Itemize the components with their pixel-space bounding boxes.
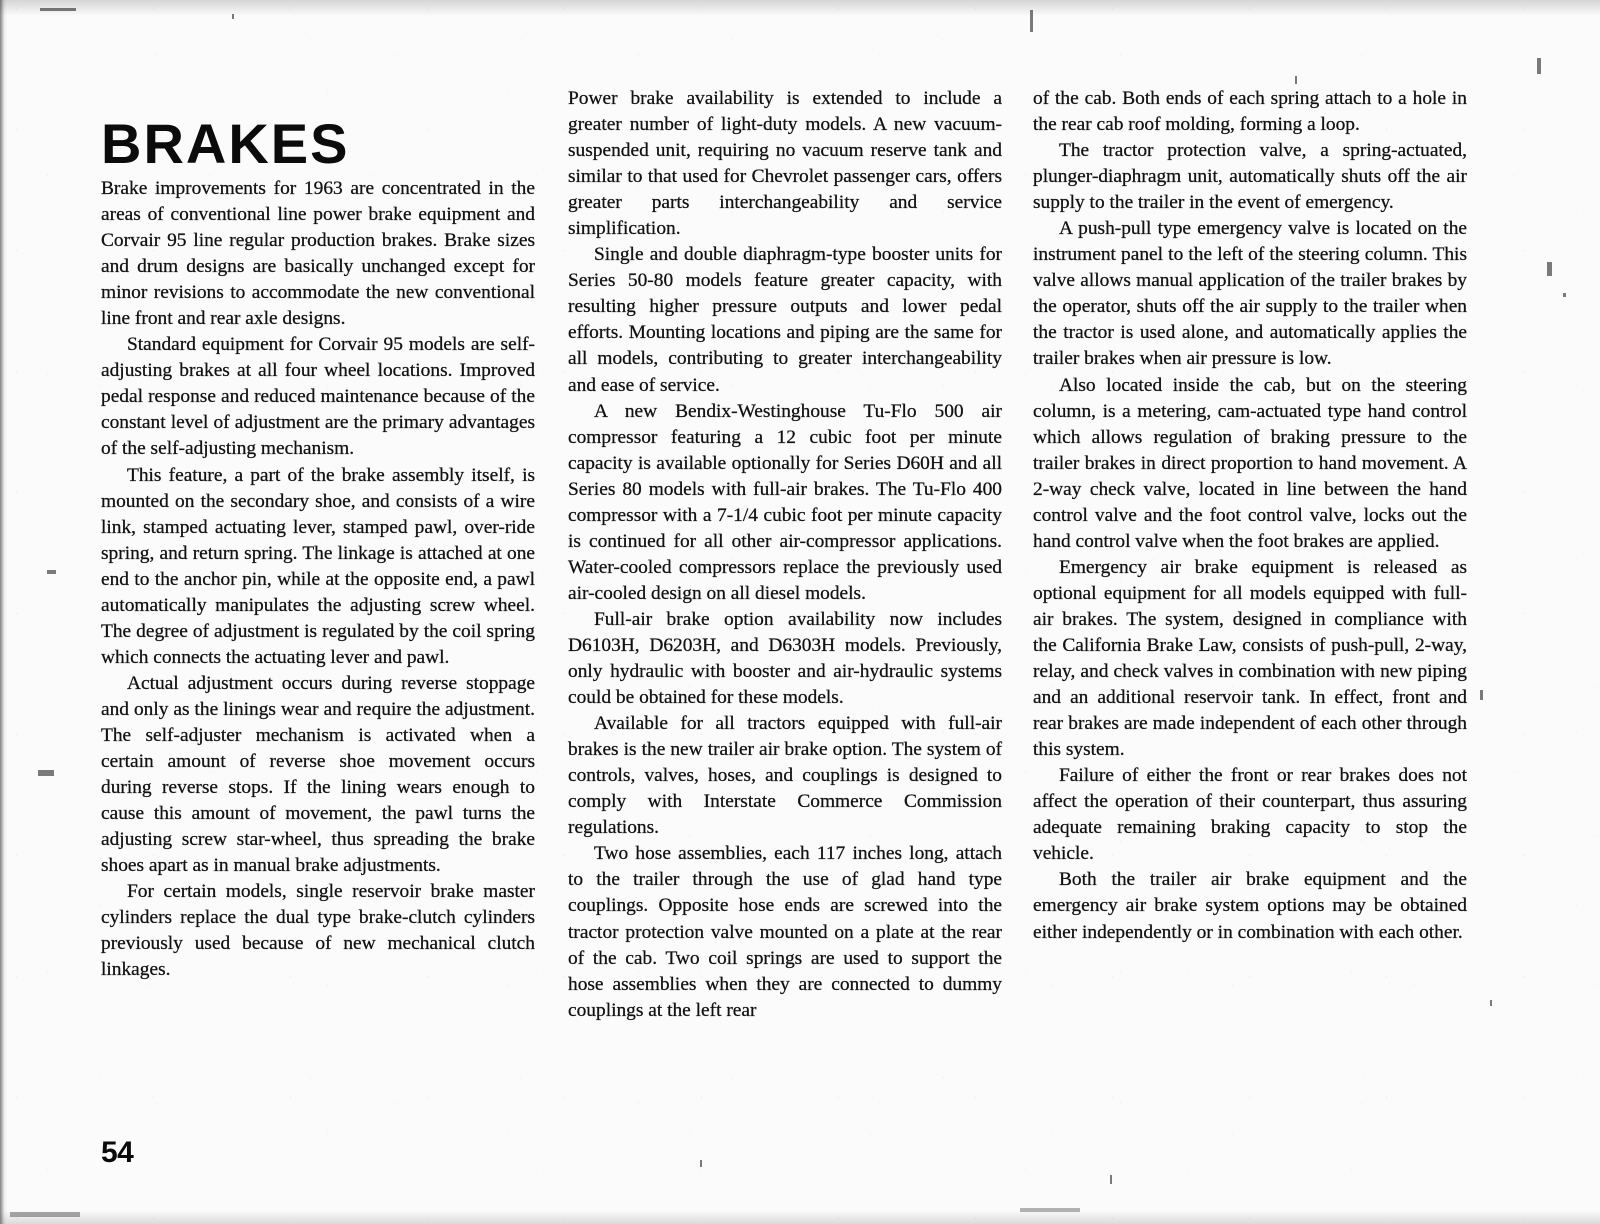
- paragraph: This feature, a part of the brake assembly itself, is mounted on the secondary shoe, and consists of a wire link, stamped actuating lever, stamped pawl, over-ride spring, and return spring. The linkage is attached at one end to the anchor pin, while at the opposite end, a pawl automatically manipulates the adjusting screw wheel. The degree of adjustment is regulated by the coil spring which connects the actuating lever and pawl.: [101, 464, 535, 668]
- text-column-2: [568, 86, 1002, 1024]
- paragraph: Two hose assemblies, each 117 inches long, attach to the trailer through the use of glad hand type couplings. Opposite hose ends are screwed into the tractor protection valve mounted on a plate at the rear of the cab. Two coil springs are used to support the hose assemblies when they are connected to dummy couplings at the left rear: [568, 843, 1002, 1021]
- scan-speck: [38, 770, 54, 776]
- scan-speck: [1030, 10, 1033, 32]
- paragraph: Both the trailer air brake equipment and the emergency air brake system options may be obtained either independently or in combination with each other.: [1033, 869, 1467, 943]
- scan-speck: [1563, 293, 1566, 297]
- paragraph: A push-pull type emergency valve is located on the instrument panel to the left of the steering column. This valve allows manual application of the trailer brakes by the operator, shuts off the air supply to the trailer when the tractor is used alone, and automatically applies the trailer brakes when air pressure is low.: [1033, 218, 1467, 370]
- scan-speck: [40, 8, 76, 11]
- paragraph: Full-air brake option availability now includes D6103H, D6203H, and D6303H models. Previously, only hydraulic with booster and air-hydraulic systems could be obtained for these models.: [568, 608, 1002, 709]
- scan-edge-bottom: [0, 1210, 1600, 1224]
- scan-speck: [1547, 262, 1552, 276]
- paragraph: The tractor protection valve, a spring-actuated, plunger-diaphragm unit, automatically shuts off the air supply to the trailer in the event of emergency.: [1033, 140, 1467, 214]
- scan-speck: [1020, 1208, 1080, 1212]
- paragraph: Emergency air brake equipment is released as optional equipment for all models equipped with full-air brakes. The system, designed in compliance with the California Brake Law, consists of push-pull, 2-way, relay, and check valves in combination with new piping and an additional reservoir tank. In effect, front and rear brakes are made independent of each other through this system.: [1033, 556, 1467, 761]
- page-title: BRAKES: [101, 111, 350, 175]
- paragraph: For certain models, single reservoir brake master cylinders replace the dual type brake-clutch cylinders previously used because of new mechanical clutch linkages.: [101, 881, 535, 981]
- scan-edge-left: [0, 0, 7, 1224]
- scan-speck: [47, 570, 56, 574]
- scan-speck: [1537, 58, 1541, 74]
- scan-speck: [10, 1212, 80, 1217]
- page-number: 54: [101, 1136, 134, 1169]
- scan-speck: [700, 1160, 702, 1167]
- scan-edge-top: [0, 0, 1600, 16]
- scan-speck: [1110, 1175, 1112, 1184]
- paragraph: Failure of either the front or rear brakes does not affect the operation of their counterpart, thus assuring adequate remaining braking capacity to stop the vehicle.: [1033, 765, 1467, 865]
- paragraph: Brake improvements for 1963 are concentrated in the areas of conventional line power brake equipment and Corvair 95 line regular production brakes. Brake sizes and drum designs are basically unchanged except for minor revisions to accommodate the new conventional line front and rear axle designs.: [101, 178, 535, 330]
- paragraph: A new Bendix-Westinghouse Tu-Flo 500 air compressor featuring a 12 cubic foot per minute capacity is available optionally for Series D60H and all Series 80 models with full-air brakes. The Tu-Flo 400 compressor with a 7-1/4 cubic foot per minute capacity is continued for all other air-compressor applications. Water-cooled compressors replace the previously used air-cooled design on all diesel models.: [568, 400, 1002, 604]
- paragraph: Also located inside the cab, but on the steering column, is a metering, cam-actuated type hand control which allows regulation of braking pressure to the trailer brakes in direct proportion to hand movement. A 2-way check valve, located in line between the hand control valve and the foot control valve, locks out the hand control valve when the foot brakes are applied.: [1033, 374, 1467, 552]
- scan-speck: [1295, 76, 1297, 84]
- paragraph: Single and double diaphragm-type booster units for Series 50-80 models feature greater capacity, with resulting higher pressure outputs and lower pedal efforts. Mounting locations and piping are the same for all models, contributing to greater interchangeability and ease of service.: [568, 244, 1002, 396]
- scan-speck: [232, 14, 234, 19]
- text-column-3: [1033, 86, 1467, 946]
- paragraph: Actual adjustment occurs during reverse stoppage and only as the linings wear and require the adjustment. The self-adjuster mechanism is activated when a certain amount of reverse shoe movement occurs during reverse stops. If the lining wears enough to cause this amount of movement, the pawl turns the adjusting screw star-wheel, thus spreading the brake shoes apart as in manual brake adjustments.: [101, 672, 535, 877]
- paragraph: Available for all tractors equipped with full-air brakes is the new trailer air brake option. The system of controls, valves, hoses, and couplings is designed to comply with Interstate Commerce Commission regulations.: [568, 713, 1002, 839]
- paragraph: of the cab. Both ends of each spring attach to a hole in the rear cab roof molding, forming a loop.: [1033, 88, 1467, 136]
- scan-speck: [1480, 690, 1483, 700]
- scan-speck: [1490, 1000, 1492, 1006]
- text-column-1: [101, 176, 535, 983]
- paragraph: Power brake availability is extended to include a greater number of light-duty models. A new vacuum-suspended unit, requiring no vacuum reserve tank and similar to that used for Chevrolet passenger cars, offers greater parts interchangeability and service simplification.: [568, 88, 1002, 240]
- paragraph: Standard equipment for Corvair 95 models are self-adjusting brakes at all four wheel locations. Improved pedal response and reduced maintenance because of the constant level of adjustment are the primary advantages of the self-adjusting mechanism.: [101, 334, 535, 460]
